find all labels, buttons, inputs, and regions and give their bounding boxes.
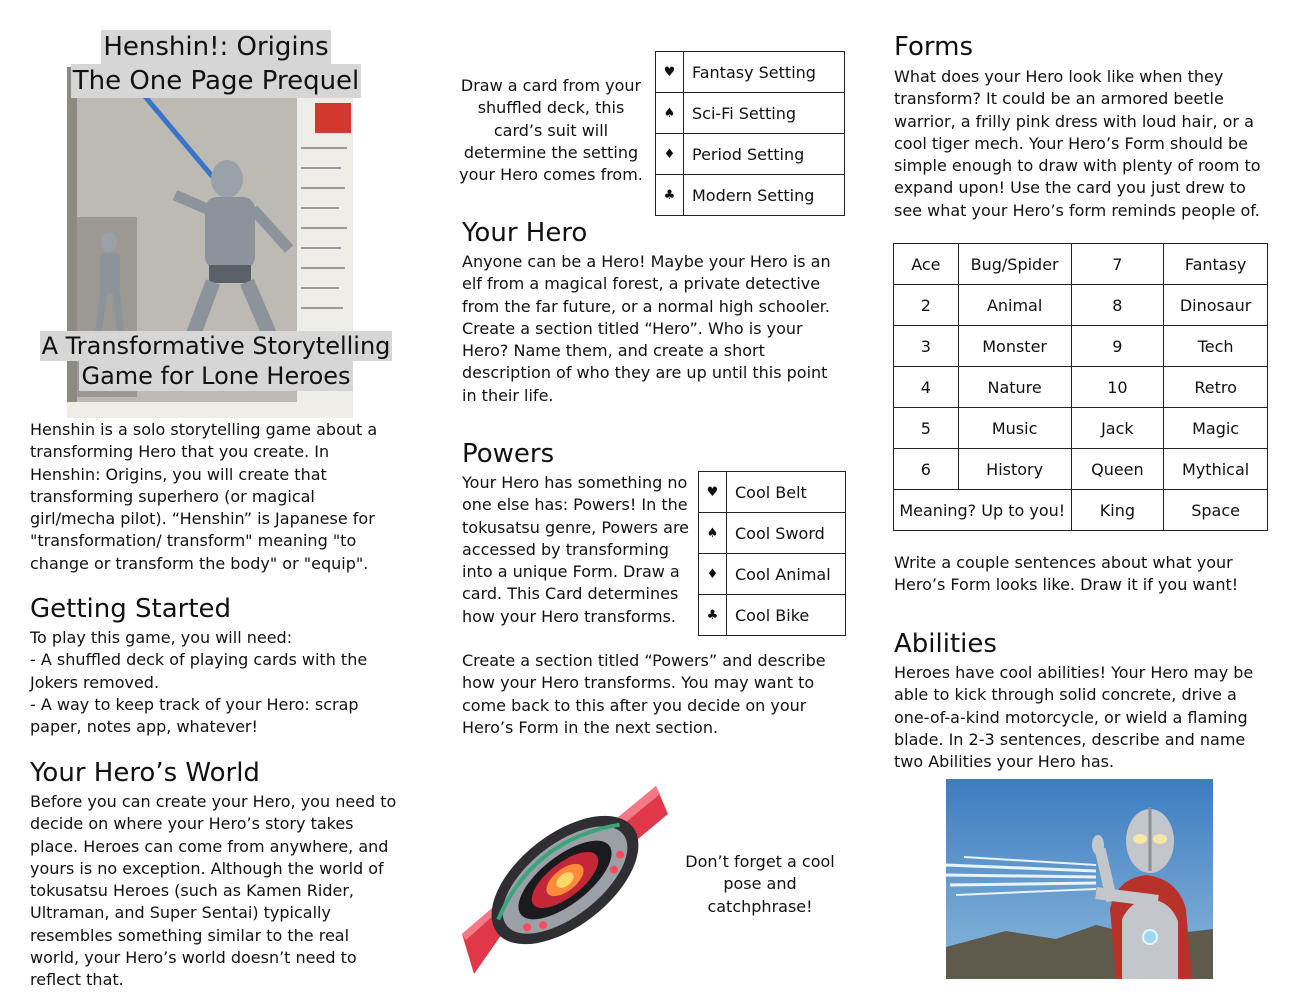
form-theme: Retro	[1164, 367, 1268, 408]
card-rank: 8	[1071, 285, 1164, 326]
heros-world-heading: Your Hero’s World	[30, 758, 260, 788]
table-row	[699, 513, 846, 554]
forms-follow-up: Write a couple sentences about what your Hero’s Form looks like. Draw it if you want!	[894, 553, 1239, 595]
form-theme: Animal	[958, 285, 1071, 326]
card-rank: 9	[1071, 326, 1164, 367]
diamond-icon: ♦	[656, 134, 684, 175]
table-row	[699, 595, 846, 636]
ultraman-illustration	[946, 779, 1213, 979]
form-theme: Fantasy	[1164, 244, 1268, 285]
card-rank: 10	[1071, 367, 1164, 408]
ultraman-photo	[946, 779, 1213, 979]
club-icon: ♣	[656, 175, 684, 216]
getting-started-intro: To play this game, you will need:	[30, 628, 293, 647]
form-theme: Space	[1164, 490, 1268, 531]
table-row	[699, 554, 846, 595]
transformation-belt-image	[460, 784, 670, 976]
form-theme: Mythical	[1164, 449, 1268, 490]
intro-paragraph: Henshin is a solo storytelling game about a transforming Hero that you create. In Henshin: Origins, you will create that transforming superhero (or magical girl/mecha pilot). “Henshin” is Japanese for "transformation/ transform" meaning "to change or transform the body" or "equip".	[30, 420, 378, 573]
table-row	[894, 285, 1268, 326]
powers-section-instruction: Create a section titled “Powers” and describe how your Hero transforms. You may want to come back to this after you decide on your Hero’s Form in the next section.	[462, 651, 826, 737]
setting-label: Modern Setting	[684, 175, 845, 216]
card-rank: King	[1071, 490, 1164, 531]
form-theme: Dinosaur	[1164, 285, 1268, 326]
table-row	[699, 472, 846, 513]
card-rank: Queen	[1071, 449, 1164, 490]
table-row	[894, 367, 1268, 408]
your-hero-heading: Your Hero	[462, 218, 588, 248]
setting-instruction: Draw a card from your shuffled deck, this card’s suit will determine the setting your Hero comes from.	[459, 76, 643, 185]
card-rank: 7	[1071, 244, 1164, 285]
card-rank: 6	[894, 449, 959, 490]
title-block	[30, 30, 402, 98]
forms-heading: Forms	[894, 32, 974, 62]
getting-started-heading: Getting Started	[30, 594, 232, 624]
abilities-heading: Abilities	[894, 629, 997, 659]
abilities-paragraph: Heroes have cool abilities! Your Hero may be able to kick through solid concrete, drive a one-of-a-kind motorcycle, or wield a flaming blade. In 2-3 sentences, describe and name two Abilities your Hero has.	[894, 663, 1254, 772]
tagline-line2: Game for Lone Heroes	[81, 362, 351, 390]
form-theme: Tech	[1164, 326, 1268, 367]
table-row	[656, 175, 845, 216]
table-row	[656, 52, 845, 93]
power-label: Cool Sword	[727, 513, 846, 554]
table-row	[656, 134, 845, 175]
form-theme: Monster	[958, 326, 1071, 367]
your-hero-paragraph: Anyone can be a Hero! Maybe your Hero is an elf from a magical forest, a private detective from the far future, or a normal high schooler. Create a section titled “Hero”. Who is your Hero? Name them, and create a short description of who they are up until this point in their life.	[462, 252, 831, 405]
diamond-icon: ♦	[699, 554, 727, 595]
list-item: - A way to keep track of your Hero: scrap paper, notes app, whatever!	[30, 694, 359, 737]
form-theme: Nature	[958, 367, 1071, 408]
power-label: Cool Belt	[727, 472, 846, 513]
setting-label: Sci-Fi Setting	[684, 93, 845, 134]
table-row	[894, 449, 1268, 490]
spade-icon: ♠	[656, 93, 684, 134]
form-theme: Music	[958, 408, 1071, 449]
table-row	[894, 490, 1268, 531]
setting-table	[655, 51, 845, 216]
form-theme: Magic	[1164, 408, 1268, 449]
tagline-line1: A Transformative Storytelling	[41, 332, 391, 360]
card-rank: 5	[894, 408, 959, 449]
game-subtitle-prequel: The One Page Prequel	[72, 66, 360, 96]
forms-paragraph: What does your Hero look like when they transform? It could be an armored beetle warrior, a frilly pink dress with loud hair, or a cool tiger mech. Your Hero’s Form should be simple enough to draw with plenty of room to expand upon! Use the card you just drew to see what your Hero’s form reminds people of.	[894, 67, 1261, 220]
meaning-cell: Meaning? Up to you!	[894, 490, 1072, 531]
power-label: Cool Animal	[727, 554, 846, 595]
table-row	[656, 93, 845, 134]
transformation-belt-illustration	[460, 784, 670, 976]
pose-reminder: Don’t forget a cool pose and catchphrase!	[685, 852, 835, 916]
game-title: Henshin!: Origins	[103, 32, 329, 62]
power-label: Cool Bike	[727, 595, 846, 636]
form-theme: History	[958, 449, 1071, 490]
forms-table	[893, 243, 1268, 531]
table-row	[894, 326, 1268, 367]
form-theme: Bug/Spider	[958, 244, 1071, 285]
list-item: - A shuffled deck of playing cards with the Jokers removed.	[30, 650, 368, 692]
table-row	[894, 244, 1268, 285]
club-icon: ♣	[699, 595, 727, 636]
powers-table	[698, 471, 846, 636]
powers-paragraph: Your Hero has something no one else has: Powers! In the tokusatsu genre, Powers are accessed by transforming into a unique Form. Draw a card. This Card determines how your Hero transforms.	[462, 473, 690, 626]
setting-label: Period Setting	[684, 134, 845, 175]
card-rank: Ace	[894, 244, 959, 285]
table-row	[894, 408, 1268, 449]
powers-heading: Powers	[462, 439, 555, 469]
card-rank: 2	[894, 285, 959, 326]
spade-icon: ♠	[699, 513, 727, 554]
heros-world-paragraph: Before you can create your Hero, you need to decide on where your Hero’s story takes place. Heroes can come from anywhere, and yours is no exception. Although the world of tokusatsu Heroes (such as Kamen Rider, Ultraman, and Super Sentai) typically resembles something similar to the real world, your Hero’s world doesn’t need to reflect that.	[30, 792, 397, 990]
tagline-block	[30, 331, 402, 391]
card-rank: 4	[894, 367, 959, 408]
heart-icon: ♥	[656, 52, 684, 93]
setting-label: Fantasy Setting	[684, 52, 845, 93]
card-rank: Jack	[1071, 408, 1164, 449]
card-rank: 3	[894, 326, 959, 367]
heart-icon: ♥	[699, 472, 727, 513]
getting-started-list	[30, 627, 402, 738]
